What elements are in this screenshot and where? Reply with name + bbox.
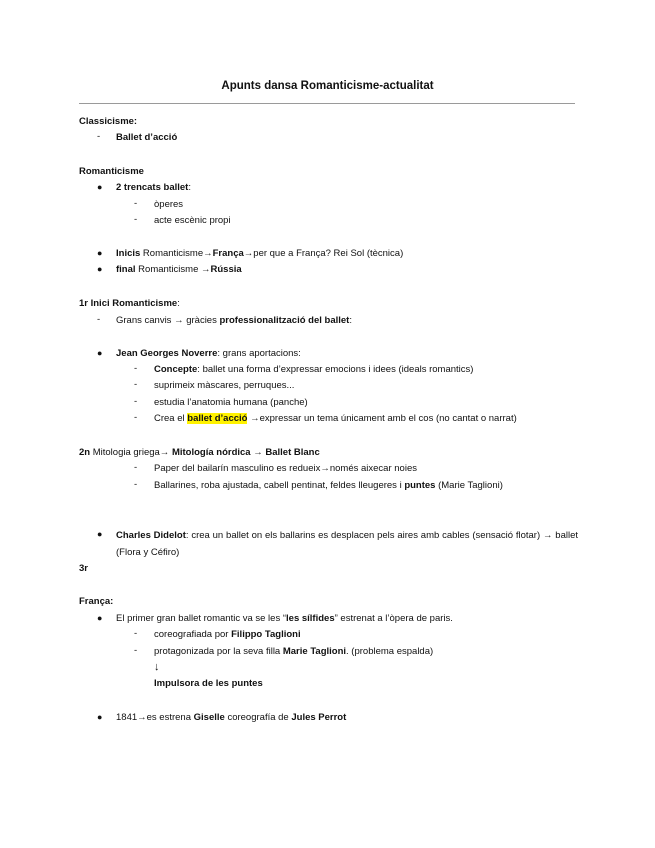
- list-item-protagonizada: [154, 645, 433, 658]
- list-item-ballet-accio: Ballet d’acció: [116, 132, 178, 143]
- title-divider: [79, 103, 575, 104]
- dash-marker: -: [134, 198, 138, 209]
- text-bold: Charles Didelot: [116, 530, 186, 541]
- section-inici-heading: [79, 297, 180, 310]
- list-item-inicis: [116, 247, 403, 260]
- text-bold: Jean Georges Noverre: [116, 348, 218, 359]
- dash-marker: -: [97, 131, 101, 142]
- text-bold: Jules Perrot: [291, 712, 347, 723]
- list-item-grans-canvis: [116, 314, 352, 327]
- list-item-final: [116, 263, 242, 276]
- list-item-concepte: [154, 363, 473, 376]
- list-item-crea-ballet: [154, 412, 517, 425]
- text: protagonizada por la seva filla: [154, 646, 283, 657]
- list-item-noverre: [116, 347, 301, 360]
- section-3r-heading: 3r: [79, 563, 88, 574]
- list-item-mascares: suprimeix màscares, perruques...: [154, 380, 295, 391]
- list-item-giselle: [116, 711, 346, 724]
- bullet-marker: ●: [97, 264, 103, 274]
- text: El primer gran ballet romantic va se les “: [116, 613, 287, 624]
- section-2n-heading: [79, 446, 320, 459]
- text: 1841→es estrena: [116, 712, 194, 723]
- text: : grans aportacions:: [217, 348, 301, 359]
- text-bold: 1r Inici Romanticisme: [79, 298, 178, 309]
- list-item-paper-bailarin: Paper del bailarín masculino es redueix→només aixecar noies: [154, 463, 417, 474]
- list-item-didelot: [116, 527, 578, 561]
- text: Grans canvis → gràcies: [116, 315, 220, 326]
- text: Ballarines, roba ajustada, cabell pentinat, feldes lleugeres i: [154, 480, 405, 491]
- section-franca-heading: França:: [79, 596, 114, 607]
- list-item-acte-escenic: acte escènic propi: [154, 215, 231, 226]
- text-bold: final: [116, 264, 136, 275]
- text: Romanticisme →: [135, 264, 211, 275]
- highlighted-text: ballet d’acció: [187, 413, 248, 424]
- dash-marker: -: [134, 645, 138, 656]
- list-item-ballarines: [154, 479, 503, 492]
- dash-marker: -: [97, 314, 101, 325]
- text: coreografía de: [224, 712, 292, 723]
- bullet-marker: ●: [97, 529, 103, 539]
- text: →expressar un tema únicament amb el cos (no cantat o narrat): [247, 413, 517, 424]
- text: : crea un ballet on els ballarins es desplacen pels aires amb cables (sensació flotar) → ballet (Flora y Céfiro): [116, 530, 578, 558]
- list-item-coreografiada: [154, 628, 301, 641]
- dash-marker: -: [134, 479, 138, 490]
- text: :: [188, 182, 191, 193]
- bullet-marker: ●: [97, 712, 103, 722]
- dash-marker: -: [134, 628, 138, 639]
- text: coreografiada por: [154, 629, 232, 640]
- section-romanticisme-heading: Romanticisme: [79, 166, 144, 177]
- text-bold: professionalització del ballet: [219, 315, 350, 326]
- text: (Marie Taglioni): [435, 480, 503, 491]
- bullet-marker: ●: [97, 613, 103, 623]
- section-classicisme-heading: Classicisme:: [79, 116, 138, 127]
- impulsora-text: Impulsora de les puntes: [154, 678, 263, 689]
- down-arrow: ↓: [154, 661, 160, 673]
- text: →per que a França? Rei Sol (tècnica): [243, 248, 404, 259]
- dash-marker: -: [134, 363, 138, 374]
- dash-marker: -: [134, 379, 138, 390]
- dash-marker: -: [134, 396, 138, 407]
- text-bold: Filippo Taglioni: [231, 629, 301, 640]
- dash-marker: -: [134, 462, 138, 473]
- bullet-marker: ●: [97, 248, 103, 258]
- list-item-silfides: [116, 612, 453, 625]
- bullet-marker: ●: [97, 348, 103, 358]
- text-bold: Marie Taglioni: [282, 646, 347, 657]
- text: . (problema espalda): [346, 646, 434, 657]
- text: ” estrenat a l’òpera de paris.: [334, 613, 453, 624]
- text-bold: les sílfides: [286, 613, 335, 624]
- text-bold: Rússia: [210, 264, 242, 275]
- text: Mitologia griega→: [90, 447, 172, 458]
- text: Romanticisme→: [140, 248, 213, 259]
- list-item-operes: òperes: [154, 199, 184, 210]
- text: :: [349, 315, 352, 326]
- text: : ballet una forma d’expressar emocions i idees (ideals romantics): [197, 364, 474, 375]
- text-bold: puntes: [404, 480, 436, 491]
- text-bold: 2 trencats ballet: [116, 182, 189, 193]
- text-bold: Concepte: [154, 364, 198, 375]
- bullet-marker: ●: [97, 182, 103, 192]
- page-title: Apunts dansa Romanticisme-actualitat: [221, 80, 434, 92]
- text-bold: Mitología nórdica → Ballet Blanc: [171, 447, 320, 458]
- text-bold: 2n: [79, 447, 91, 458]
- text-bold: Giselle: [193, 712, 225, 723]
- list-item-trencats: [116, 181, 191, 194]
- text: :: [177, 298, 180, 309]
- dash-marker: -: [134, 412, 138, 423]
- dash-marker: -: [134, 214, 138, 225]
- text: Crea el: [154, 413, 188, 424]
- text-bold: França: [212, 248, 244, 259]
- list-item-anatomia: estudia l’anatomia humana (panche): [154, 397, 308, 408]
- text-bold: Inicis: [116, 248, 141, 259]
